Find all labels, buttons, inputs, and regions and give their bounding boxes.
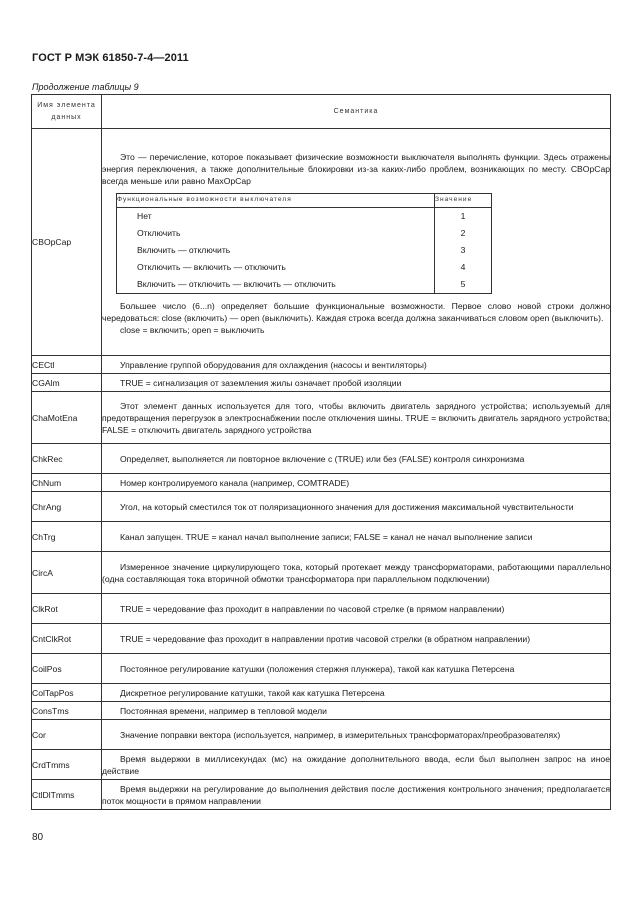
row-name: CBOpCap	[32, 129, 102, 356]
table-row	[32, 522, 611, 552]
table-row	[32, 684, 611, 702]
inner-row	[117, 276, 492, 294]
table-row	[32, 374, 611, 392]
row-name: CrdTmms	[32, 750, 102, 780]
table-row	[32, 780, 611, 810]
row-semantics: Номер контролируемого канала (например, COMTRADE)	[102, 474, 611, 492]
option-value: 4	[435, 259, 492, 276]
table-row	[32, 624, 611, 654]
table-header-row	[32, 95, 611, 129]
row-name: CtlDlTmms	[32, 780, 102, 810]
inner-header-row	[117, 193, 492, 207]
table-row	[32, 444, 611, 474]
table-row	[32, 750, 611, 780]
document-title: ГОСТ Р МЭК 61850-7-4—2011	[32, 52, 189, 64]
cbopcap-outro: Большее число (6...n) определяет большие функциональные возможности. Первое слово новой строки должно чередоваться: close (включить) — open (выключить). Каждая строка всегда должна заканчиваться словом open (выключить).	[102, 300, 610, 323]
table-row	[32, 356, 611, 374]
option-label: Отключить	[117, 225, 435, 242]
option-value: 2	[435, 225, 492, 242]
row-semantics: Значение поправки вектора (используется, например, в измерительных трансформаторах/преобразователях)	[102, 720, 611, 750]
inner-row	[117, 259, 492, 276]
option-value: 1	[435, 207, 492, 225]
row-semantics: Управление группой оборудования для охлаждения (насосы и вентиляторы)	[102, 356, 611, 374]
row-semantics: Время выдержки в миллисекундах (мс) на ожидание дополнительного ввода, если был выполнен запрос на иное действие	[102, 750, 611, 780]
row-semantics: TRUE = чередование фаз проходит в направлении по часовой стрелке (в прямом направлении)	[102, 594, 611, 624]
row-semantics: Постоянная времени, например в тепловой модели	[102, 702, 611, 720]
option-value: 5	[435, 276, 492, 294]
table-row	[32, 392, 611, 444]
row-semantics	[102, 129, 611, 356]
row-semantics: Канал запущен. TRUE = канал начал выполнение записи; FALSE = канал не начал выполнение записи	[102, 522, 611, 552]
table-row-cbopcap	[32, 129, 611, 356]
cbopcap-intro: Это — перечисление, которое показывает физические возможности выключателя выполнять функции. Здесь отражены энергия переключения, а также дополнительные блокировки из-за каких-либо проблем, возникающих по месту. CBOpCap всегда меньше или равно MaxOpCap	[102, 151, 610, 186]
row-name: Cor	[32, 720, 102, 750]
row-semantics: Постоянное регулирование катушки (положения стержня плунжера), такой как катушка Петерсена	[102, 654, 611, 684]
row-semantics: Этот элемент данных используется для того, чтобы включить двигатель зарядного устройства; используемый для предотвращения перегрузок в электроснабжении после отключения шины. TRUE = включить двигатель зарядного устройства; FALSE = отключить двигатель зарядного устройства	[102, 392, 611, 444]
table-row	[32, 720, 611, 750]
table-row	[32, 702, 611, 720]
row-name: ChTrg	[32, 522, 102, 552]
row-semantics: Время выдержки на регулирование до выполнения действия после достижения контрольного значения; предполагается поток мощности в прямом направлении	[102, 780, 611, 810]
row-semantics: TRUE = сигнализация от заземления жилы означает пробой изоляции	[102, 374, 611, 392]
row-name: ConsTms	[32, 702, 102, 720]
table-row	[32, 492, 611, 522]
row-name: ChrAng	[32, 492, 102, 522]
row-name: ChaMotEna	[32, 392, 102, 444]
page-number: 80	[32, 832, 44, 843]
row-name: ColTapPos	[32, 684, 102, 702]
cbopcap-values-table	[116, 193, 492, 294]
column-header-name: Имя элемента данных	[32, 95, 102, 129]
row-name: ChkRec	[32, 444, 102, 474]
option-label: Отключить — включить — отключить	[117, 259, 435, 276]
table-row	[32, 654, 611, 684]
inner-row	[117, 225, 492, 242]
option-label: Включить — отключить — включить — отключить	[117, 276, 435, 294]
row-name: ClkRot	[32, 594, 102, 624]
row-name: CntClkRot	[32, 624, 102, 654]
option-label: Нет	[117, 207, 435, 225]
row-name: CircA	[32, 552, 102, 594]
row-semantics: Дискретное регулирование катушки, такой как катушка Петерсена	[102, 684, 611, 702]
inner-header-capability: Функциональные возможности выключателя	[117, 193, 435, 207]
table-row	[32, 552, 611, 594]
column-header-semantics: Семантика	[102, 95, 611, 129]
table-caption: Продолжение таблицы 9	[32, 82, 139, 92]
cbopcap-outro-note: close = включить; open = выключить	[120, 324, 265, 335]
row-name: CECtl	[32, 356, 102, 374]
table-row	[32, 474, 611, 492]
inner-header-value: Значение	[435, 193, 492, 207]
data-table	[31, 94, 611, 810]
row-name: ChNum	[32, 474, 102, 492]
option-label: Включить — отключить	[117, 242, 435, 259]
row-semantics: Определяет, выполняется ли повторное включение с (TRUE) или без (FALSE) контроля синхронизма	[102, 444, 611, 474]
table-row	[32, 594, 611, 624]
row-semantics: Угол, на который сместился ток от поляризационного значения для достижения максимальной чувствительности	[102, 492, 611, 522]
row-name: CoilPos	[32, 654, 102, 684]
row-name: CGAlm	[32, 374, 102, 392]
option-value: 3	[435, 242, 492, 259]
inner-row	[117, 242, 492, 259]
row-semantics: TRUE = чередование фаз проходит в направлении против часовой стрелки (в обратном направлении)	[102, 624, 611, 654]
inner-row	[117, 207, 492, 225]
row-semantics: Измеренное значение циркулирующего тока, который протекает между трансформаторами, работающими параллельно (одна составляющая тока вторичной обмотки трансформатора при параллельном подключении)	[102, 552, 611, 594]
